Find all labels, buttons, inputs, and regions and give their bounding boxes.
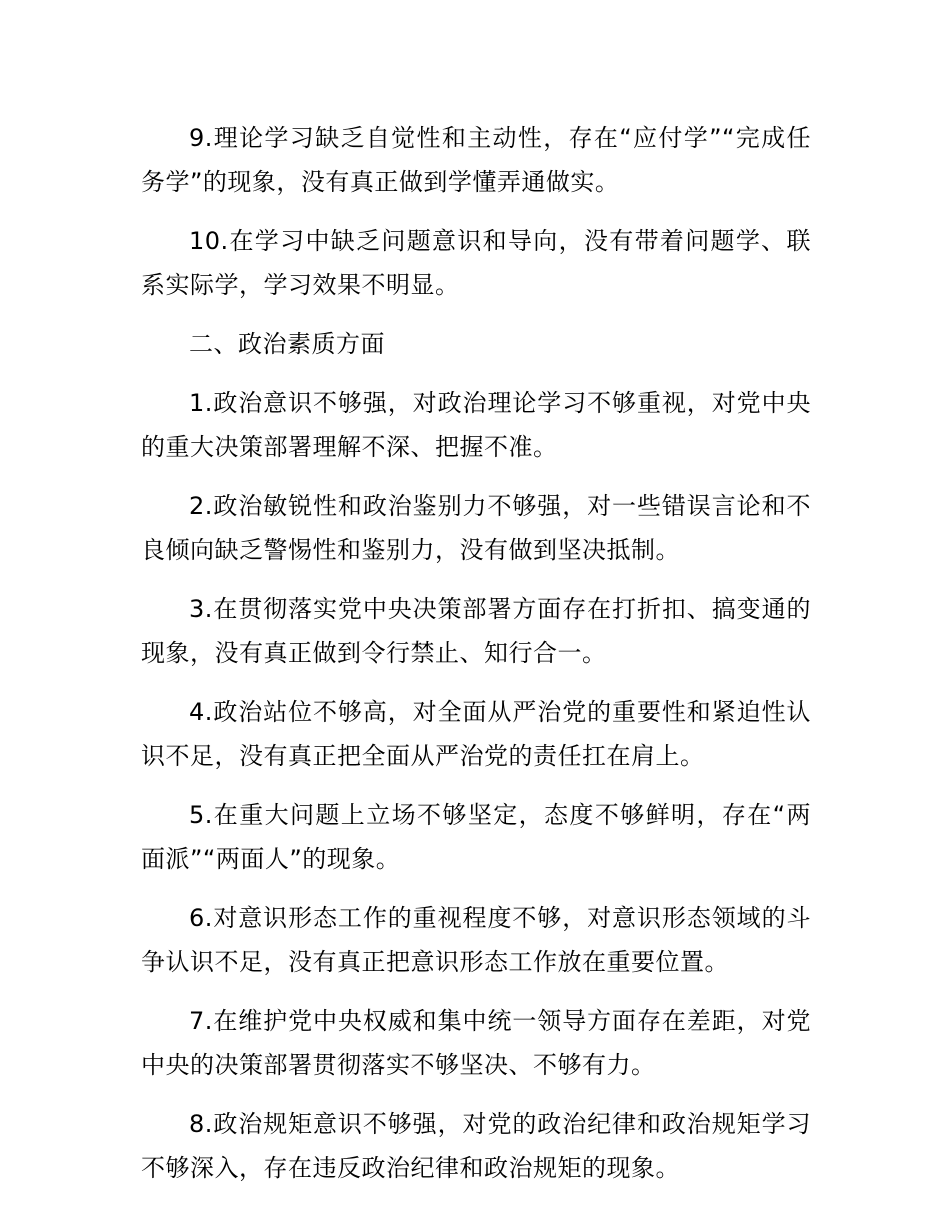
paragraph-political-6: 6.对意识形态工作的重视程度不够，对意识形态领域的斗争认识不足，没有真正把意识形态工作放在重要位置。 [141, 904, 811, 976]
paragraph-political-4: 4.政治站位不够高，对全面从严治党的重要性和紧迫性认识不足，没有真正把全面从严治党的责任扛在肩上。 [141, 698, 811, 770]
document-body [141, 116, 811, 1205]
paragraph-political-3: 3.在贯彻落实党中央决策部署方面存在打折扣、搞变通的现象，没有真正做到令行禁止、知行合一。 [141, 595, 811, 667]
section-heading-political-quality: 二、政治素质方面 [189, 330, 385, 358]
paragraph-political-5: 5.在重大问题上立场不够坚定，态度不够鲜明，存在“两面派”“两面人”的现象。 [141, 801, 811, 873]
paragraph-theory-9: 9.理论学习缺乏自觉性和主动性，存在“应付学”“完成任务学”的现象，没有真正做到学懂弄通做实。 [141, 124, 811, 196]
paragraph-political-2: 2.政治敏锐性和政治鉴别力不够强，对一些错误言论和不良倾向缺乏警惕性和鉴别力，没有做到坚决抵制。 [141, 492, 811, 564]
paragraph-political-1: 1.政治意识不够强，对政治理论学习不够重视，对党中央的重大决策部署理解不深、把握不准。 [141, 389, 811, 461]
paragraph-political-7: 7.在维护党中央权威和集中统一领导方面存在差距，对党中央的决策部署贯彻落实不够坚决、不够有力。 [141, 1007, 811, 1079]
paragraph-theory-10: 10.在学习中缺乏问题意识和导向，没有带着问题学、联系实际学，学习效果不明显。 [141, 227, 811, 299]
paragraph-political-8: 8.政治规矩意识不够强，对党的政治纪律和政治规矩学习不够深入，存在违反政治纪律和政治规矩的现象。 [141, 1110, 811, 1182]
